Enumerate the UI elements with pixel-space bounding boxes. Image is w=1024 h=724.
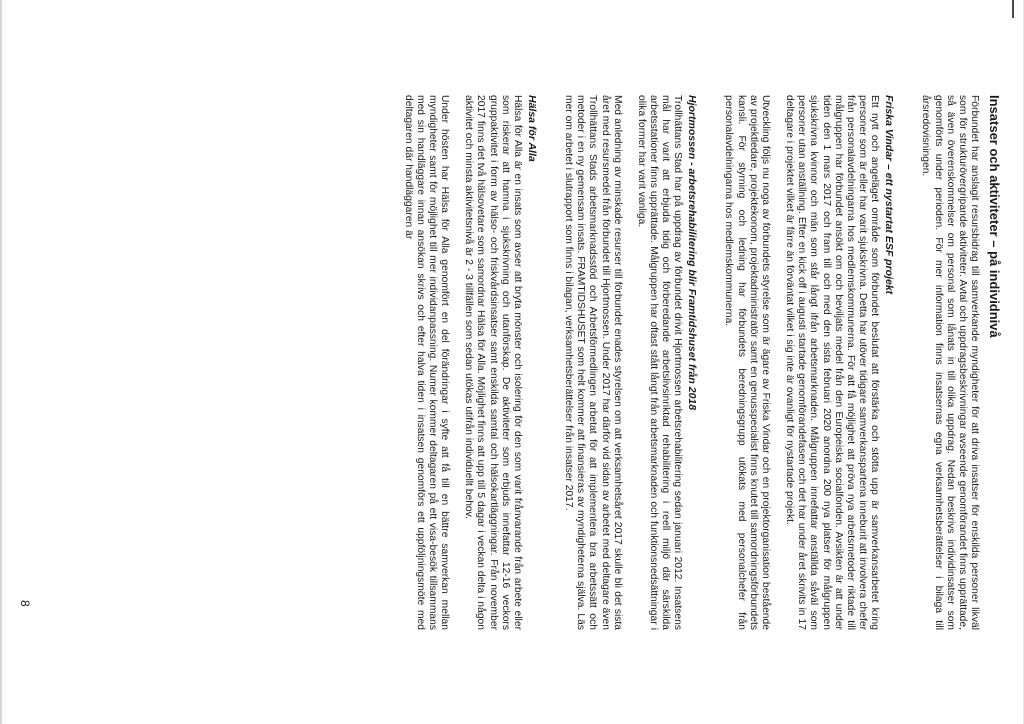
paragraph: Med anledning av minskade resurser till förbundet enades styrelsen om att verksamhetsåret 2017 skulle bli det sista året med resursmedel från förbundet till Hjortmossen. Under 2017 har därför vid sidan av arbetet med deltagare även Trollhättans Stads arbetsmarknadsstöd och Arbetsförmedlingen arbetat för att implementera bra arbetssätt och metoder i en ny gemensam insats. FRAMTIDSHUSET som helt kommer att finansieras av myndigheterna själva. Läs mer om arbetet i slutrapport som finns i bilagan, verksamhetsberättelser från insatser 2017. (563, 95, 623, 630)
page-title: Insatser och aktiviteter – på individnivå (987, 95, 1002, 338)
section-spacer (895, 95, 907, 630)
section-spacer (538, 95, 550, 630)
paragraph: Utveckling följs nu noga av förbundets styrelse som är ägare av Friska Vindar och en projektorganisation bestående av projektledare, projektekonom, projektadministratör samt en genusspecialist finns knutet till samordningsförbundets kansli. För styrning och ledning har förbundets beredningsgrupp utökats med personalchefer från personalavdelningarna hos medlemskommunerna. (723, 95, 771, 630)
section-heading-hjortmossen: Hjortmossen - arbetsrehabilitering blir Framtidshuset från 2018 (686, 95, 699, 411)
page-content (390, 95, 1002, 630)
paragraph: Under hösten har Hälsa för Alla genomfört en del förändringar i syfte att få till en bättre samverkan mellan myndigheter samt för möjlighet till mer individanpassning. Numer kommer deltagaren på ett visa-besök tillsammans med sin handläggare innan ansökan skrivs och efter halva tiden i insatsen genomförs ett uppföljningsmöte med deltagaren där handläggaren är (402, 95, 451, 630)
intro-paragraph: Förbundet har anslagit resursbidrag till samverkande myndigheter för att driva insatser för enskilda personer likväl som för strukturövergripande aktiviteter. Avtal och uppdragsbeskrivningar avseende genomförandet finns upprättade, så även överenskommelser om personal som lånats in till olika uppdrag. Nedan beskrivs individinsatser som genomförts under perioden. För mer information finns insatsernas egna verksamhetsberättelser i bilaga till årsredovisningen. (920, 95, 980, 630)
section-heading-friska-vindar: Friska Vindar – ett nystartat ESF projekt (883, 95, 896, 295)
page-number: 8 (18, 600, 32, 607)
paragraph: Trollhättans Stad har på uppdrag av förbundet drivit Hjortmossen arbetsrehabilitering sedan januari 2012. Insatsens mål har varit att erbjuda tidig och förberedande arbetslivsinriktad rehabilitering i reell miljö där särskilda arbetsstationer finns upprättade. Målgruppen har oftast stått långt från arbetsmarknaden och funktionsnedsättningar i olika former har varit vanliga. (635, 95, 684, 630)
section-spacer (698, 95, 710, 630)
paragraph: Hälsa för Alla är en insats som avser att bryta mönster och isolering för den som varit frånvarande från arbete eller som riskerar att hamna i sjukskrivning och utanförskap. De aktiviteter som erbjuds innefattar 12-16 veckors gruppaktivitet i form av hälso- och friskvårdsinsatser samt enskilda samtal och hälsokartläggningar. Från november 2017 finns det två hälsovetare som samordnar Hälsa för Alla. Möjlighet finns att upp till 5 dagar i veckan delta i någon aktivitet och minsta aktivitetsnivå är 2 - 3 tillfällen som sedan utökas utifrån individuellt behov. (463, 95, 523, 630)
paragraph: Ett nytt och angeläget område som förbundet beslutat att förstärka och stötta upp är samverkansarbetet kring personer som är eller har varit sjukskrivna. Detta har utöver tidigare samverkanspartena inneburit att involvera chefer från personalavdelningarna hos medlemskommunerna. För att få möjlighet att pröva nya arbetsmetoder riktade till målgruppen har förbundet ansökt om och beviljats medel från den Europeiska socialfonden. Avsikten är att under tiden den 1 mars 2017 och fram till och med den sista februari 2020 anordna 200 nya platser för målgruppen sjukskrivna kvinnor och män som står långt ifrån arbetsmarknaden. Målgruppen innefattar anställda såväl som personer utan anställning. Efter en kick off i augusti startade genomförandefasen och det har under året skrivits in 17 deltagare i projektet vilket är färre än förväntat vilket i sig inte är ovanligt för nystartade projekt. (784, 95, 881, 630)
section-heading-halsa-for-alla: Hälsa för Alla (525, 95, 538, 162)
